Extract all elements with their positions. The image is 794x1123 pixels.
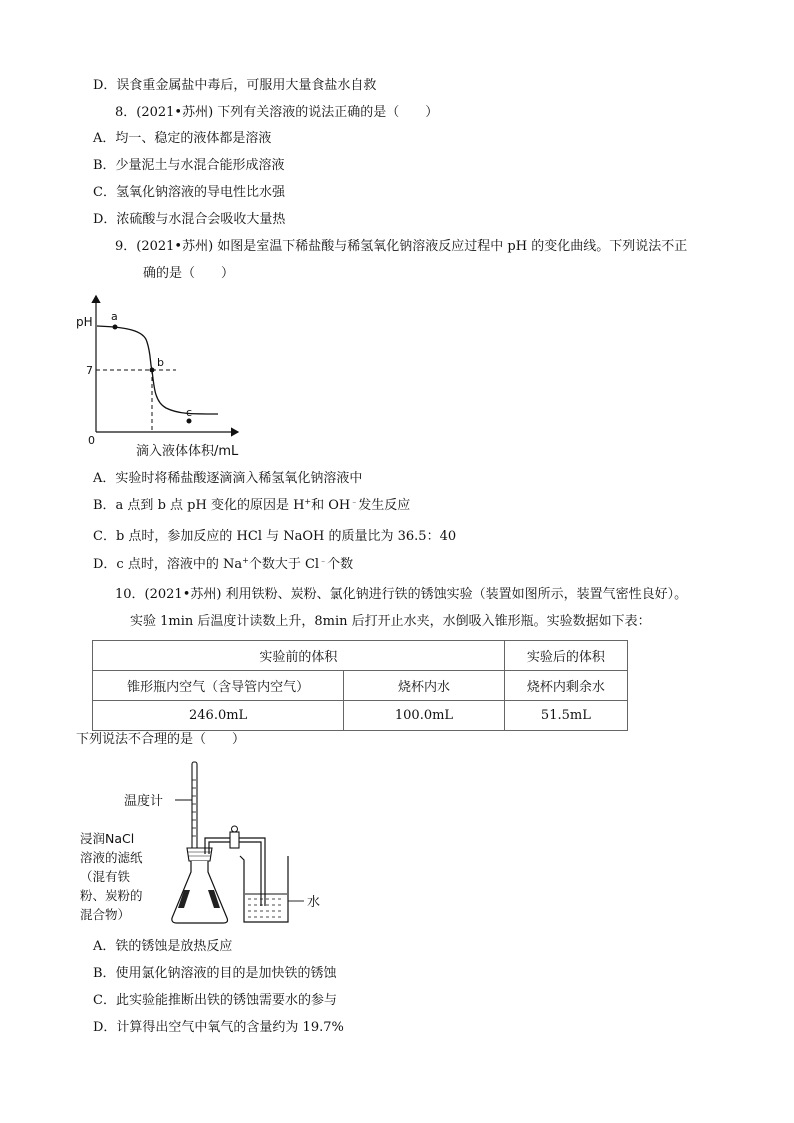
paper-label-line2: 溶液的滤纸 — [80, 850, 143, 865]
q7-option-d: D．误食重金属盐中毒后，可服用大量食盐水自救 — [93, 78, 377, 93]
y-tick-7: 7 — [86, 364, 93, 377]
q9-ph-graph — [70, 290, 250, 460]
val-flask-air: 246.0mL — [93, 701, 344, 731]
q9-option-b: B．a 点到 b 点 pH 变化的原因是 H+和 OH﹣发生反应 — [93, 497, 411, 513]
q8-option-a: A．均一、稳定的液体都是溶液 — [93, 131, 272, 146]
q10-stem-line1: 10．(2021•苏州) 利用铁粉、炭粉、氯化钠进行铁的锈蚀实验（装置如图所示，装置气密性良好）。 — [115, 587, 688, 602]
conical-flask — [172, 861, 228, 923]
x-axis-label: 滴入液体体积/mL — [136, 444, 239, 459]
paper-label-line1: 浸润NaCl — [80, 831, 135, 846]
q8-option-d: D．浓硫酸与水混合会吸收大量热 — [93, 212, 286, 227]
ph-curve — [97, 326, 218, 414]
col-remaining-water: 烧杯内剩余水 — [504, 671, 627, 701]
q9-stem-line1: 9．(2021•苏州) 如图是室温下稀盐酸与稀氢氧化钠溶液反应过程中 pH 的变化曲线。下列说法不正 — [115, 239, 688, 254]
point-b — [150, 368, 155, 373]
header-after: 实验后的体积 — [504, 641, 627, 671]
q10-option-d: D．计算得出空气中氧气的含量约为 19.7% — [93, 1020, 344, 1035]
origin-label: 0 — [88, 434, 95, 447]
q9-stem-line2: 确的是（ ） — [143, 266, 235, 281]
col-beaker-water: 烧杯内水 — [344, 671, 505, 701]
paper-label-line5: 混合物） — [80, 907, 131, 922]
header-before: 实验前的体积 — [93, 641, 505, 671]
point-c — [187, 419, 192, 424]
point-a-label: a — [111, 310, 118, 323]
val-remaining-water: 51.5mL — [504, 701, 627, 731]
q8-option-c: C．氢氧化钠溶液的导电性比水强 — [93, 185, 285, 200]
thermometer-label: 温度计 — [124, 794, 164, 809]
y-axis-label: pH — [76, 315, 93, 329]
paper-label-line3: （混有铁 — [80, 869, 131, 884]
col-flask-air: 锥形瓶内空气（含导管内空气） — [93, 671, 344, 701]
tube-clamp — [230, 832, 239, 848]
point-c-label: c — [186, 406, 193, 419]
val-beaker-water: 100.0mL — [344, 701, 505, 731]
table-row — [93, 701, 628, 731]
water-label: 水 — [307, 895, 321, 910]
stopper — [187, 848, 212, 861]
paper-label-line4: 粉、炭粉的 — [80, 888, 143, 903]
table-row — [93, 641, 628, 671]
point-a — [113, 325, 118, 330]
q10-apparatus-diagram — [74, 758, 344, 934]
q10-prompt: 下列说法不合理的是（ ） — [76, 732, 246, 747]
q10-data-table — [92, 640, 628, 731]
q10-option-b: B．使用氯化钠溶液的目的是加快铁的锈蚀 — [93, 966, 337, 981]
point-b-label: b — [157, 356, 164, 369]
q10-option-a: A．铁的锈蚀是放热反应 — [93, 939, 233, 954]
table-row — [93, 671, 628, 701]
q9-option-a: A．实验时将稀盐酸逐滴滴入稀氢氧化钠溶液中 — [93, 471, 363, 486]
q9-option-d: D．c 点时，溶液中的 Na+个数大于 Cl﹣个数 — [93, 556, 354, 572]
q8-option-b: B．少量泥土与水混合能形成溶液 — [93, 158, 285, 173]
q9-option-c: C．b 点时，参加反应的 HCl 与 NaOH 的质量比为 36.5：40 — [93, 529, 457, 544]
q10-option-c: C．此实验能推断出铁的锈蚀需要水的参与 — [93, 993, 337, 1008]
q10-stem-line2: 实验 1min 后温度计读数上升，8min 后打开止水夹，水倒吸入锥形瓶。实验数据如下表： — [130, 614, 651, 629]
q8-stem: 8．(2021•苏州) 下列有关溶液的说法正确的是（ ） — [115, 105, 439, 120]
beaker — [240, 856, 288, 922]
